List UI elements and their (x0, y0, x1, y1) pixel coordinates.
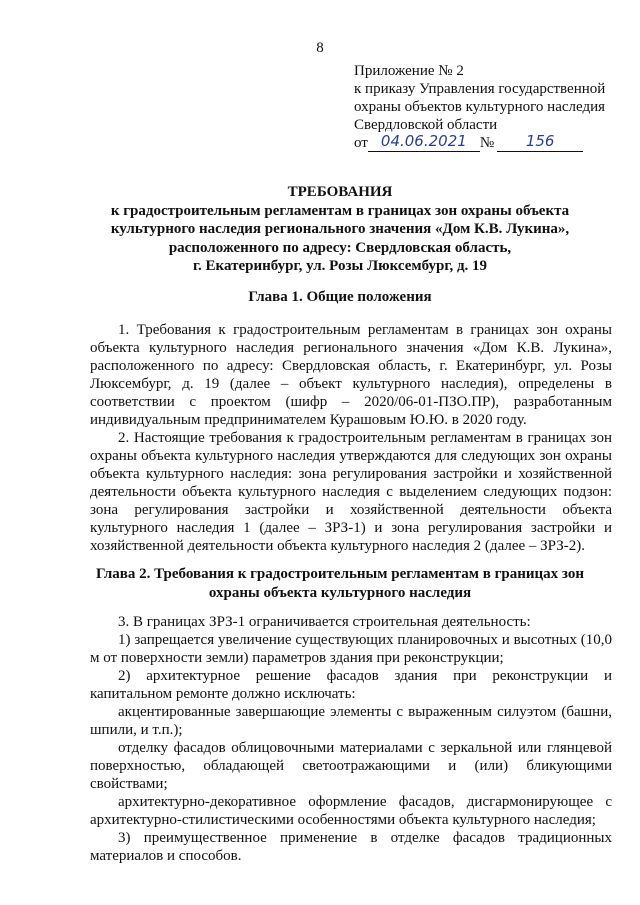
chapter2-body (90, 613, 612, 865)
chapter2-heading-line: охраны объекта культурного наследия (208, 584, 472, 601)
attachment-line: Свердловской области (354, 117, 498, 133)
attachment-block (354, 62, 605, 152)
sub-item-2: отделку фасадов облицовочными материалами с зеркальной или глянцевой поверхностью, обладающей светоотражающими и (или) бликующими свойствами; (90, 740, 612, 792)
date-prefix: от (354, 135, 368, 151)
paragraph-2: 2. Настоящие требования к градостроительным регламентам в границах зон охраны объекта культурного наследия утверждаются для следующих зон охраны объекта культурного наследия: зона регулирования застройки и хозяйственной деятельности объекта культурного наследия с выделением следующих подзон: зона регулирования застройки и хозяйственной деятельности объекта культурного наследия 1 (далее – ЗРЗ-1) и зона регулирования застройки и хозяйственной деятельности объекта культурного наследия 2 (далее – ЗРЗ-2). (90, 430, 612, 554)
title-line: г. Екатеринбург, ул. Розы Люксембург, д. 19 (192, 258, 488, 274)
attachment-line: Приложение № 2 (354, 63, 464, 79)
handwritten-number: 156 (525, 132, 555, 150)
attachment-line: охраны объектов культурного наследия (354, 99, 606, 115)
title-line: к градостроительным регламентам в границах зон охраны объекта (110, 202, 570, 219)
title-line: расположенного по адресу: Свердловская область, (168, 239, 512, 256)
chapter1-body (90, 321, 612, 555)
number-prefix: № (479, 135, 495, 151)
paragraph-3: 3. В границах ЗРЗ-1 ограничивается строительная деятельность: (118, 614, 531, 630)
list-item-2: 2) архитектурное решение фасадов здания при реконструкции и капитальном ремонте должно исключать: (90, 668, 612, 702)
page-number: 8 (316, 40, 324, 56)
list-item-1: 1) запрещается увеличение существующих планировочных и высотных (10,0 м от поверхности земли) параметров здания при реконструкции; (90, 632, 612, 666)
sub-item-3: архитектурно-декоративное оформление фасадов, дисгармонирующее с архитектурно-стилистическими особенностями объекта культурного наследия; (90, 794, 612, 828)
chapter2-heading (70, 565, 610, 602)
handwritten-date: 04.06.2021 (380, 132, 467, 150)
paragraph-1: 1. Требования к градостроительным регламентам в границах зон охраны объекта культурного наследия регионального значения «Дом К.В. Лукина», расположенного по адресу: Свердловская область, г. Екатеринбург, ул. Розы Люксембург, д. 19 (далее – объект культурного наследия), определены в соответствии с проектом (шифр – 2020/06-01-ПЗО.ПР), разработанным индивидуальным предпринимателем Курашовым Ю.Ю. в 2020 году. (90, 322, 612, 428)
title-line: ТРЕБОВАНИЯ (287, 184, 393, 200)
list-item-3: 3) преимущественное применение в отделке фасадов традиционных материалов и способов. (90, 830, 612, 864)
title-line: культурного наследия регионального значения «Дом К.В. Лукина», (110, 221, 570, 237)
attachment-line: к приказу Управления государственной (354, 81, 606, 97)
number-fill-line (497, 132, 583, 152)
sub-item-1: акцентированные завершающие элементы с выраженным силуэтом (башни, шпили, и т.п.); (90, 704, 612, 738)
document-title (90, 183, 590, 276)
chapter2-heading-line: Глава 2. Требования к градостроительным регламентам в границах зон (95, 566, 585, 582)
chapter1-heading: Глава 1. Общие положения (248, 289, 432, 305)
attachment-date-row (354, 134, 605, 152)
date-fill-line (368, 132, 480, 152)
